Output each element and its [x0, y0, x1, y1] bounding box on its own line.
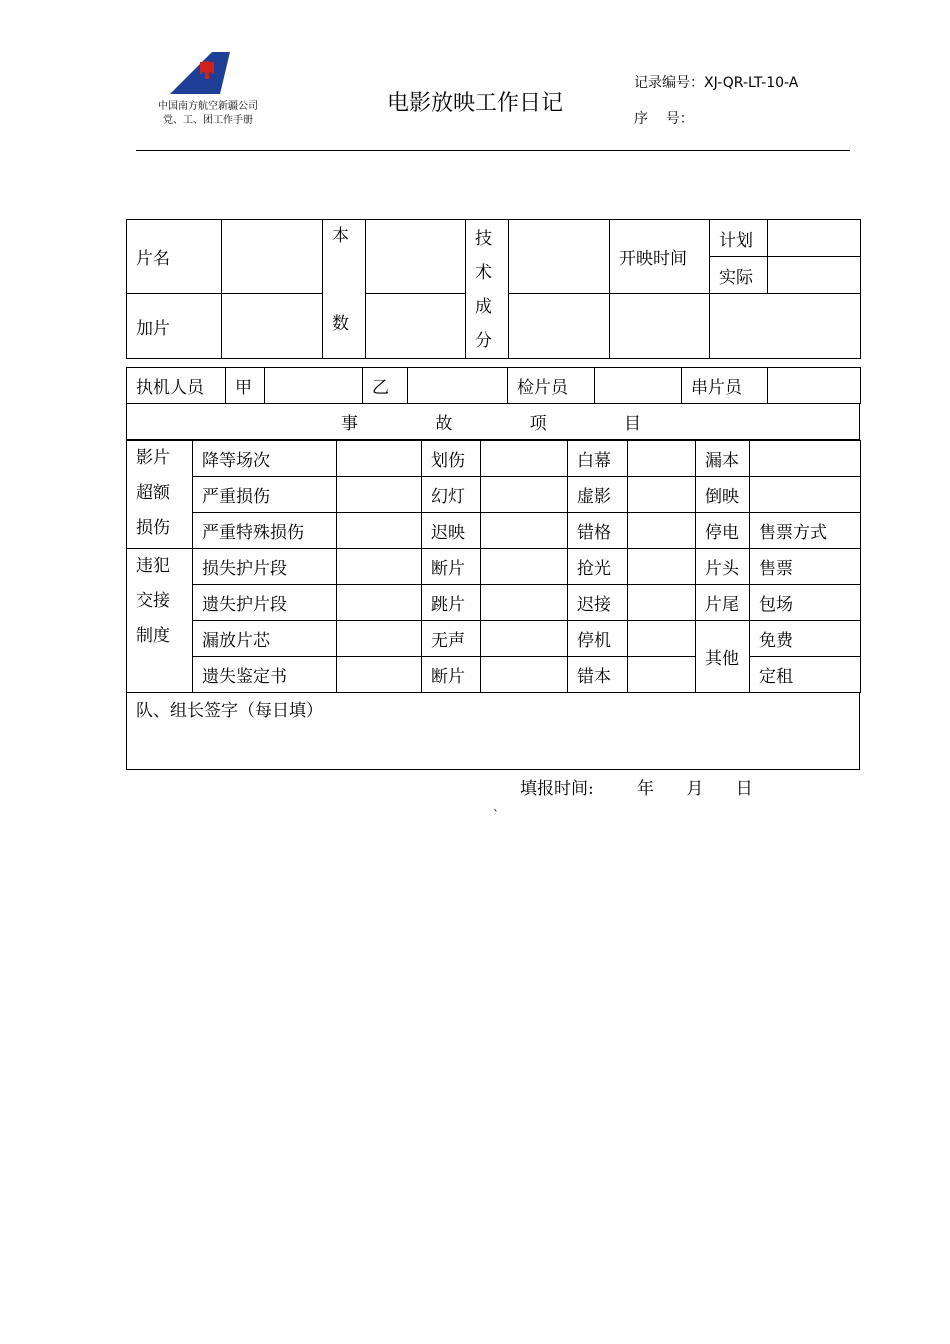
company-name	[138, 100, 278, 128]
item-field[interactable]	[628, 549, 696, 585]
tech-field-2[interactable]	[509, 294, 610, 359]
company-line1: 中国南方航空新疆公司	[158, 101, 258, 112]
reels-bottom: 数	[332, 314, 349, 334]
accident-header-char: 目	[623, 414, 641, 434]
item-field[interactable]	[628, 585, 696, 621]
item-field[interactable]	[337, 549, 422, 585]
tech-char: 成	[475, 297, 492, 317]
item-label: 虚影	[568, 477, 628, 513]
item-label: 错本	[568, 657, 628, 693]
group-damage-label	[127, 441, 193, 549]
item-label: 停机	[568, 621, 628, 657]
extra-film-label: 加片	[127, 294, 222, 359]
item-label: 划伤	[422, 441, 481, 477]
start-time-label: 开映时间	[610, 220, 710, 294]
airline-logo-icon	[168, 50, 230, 96]
item-label: 断片	[422, 549, 481, 585]
time-extra-field[interactable]	[710, 294, 861, 359]
item-label: 遗失鉴定书	[193, 657, 337, 693]
tech-char: 技	[475, 229, 492, 249]
film-runner-label: 串片员	[682, 368, 768, 404]
inspector-label: 检片员	[508, 368, 595, 404]
reels-field-2[interactable]	[366, 294, 466, 359]
ticket-option: 包场	[750, 585, 861, 621]
film-name-label: 片名	[127, 220, 222, 294]
item-label: 损失护片段	[193, 549, 337, 585]
film-runner-field[interactable]	[768, 368, 861, 404]
document-title: 电影放映工作日记	[386, 91, 563, 116]
group-damage-line: 影片	[136, 448, 170, 468]
accident-header-char: 事	[341, 414, 358, 434]
staff-table	[126, 367, 860, 440]
other-label: 其他	[696, 621, 750, 693]
leader-sign-field[interactable]	[127, 693, 860, 770]
item-label: 遗失护片段	[193, 585, 337, 621]
item-label: 漏放片芯	[193, 621, 337, 657]
item-field[interactable]	[337, 441, 422, 477]
item-field[interactable]	[337, 513, 422, 549]
company-line2: 党、工、团工作手册	[163, 115, 253, 126]
item-label: 抢光	[568, 549, 628, 585]
accident-table	[126, 440, 860, 770]
item-label: 幻灯	[422, 477, 481, 513]
extra-film-field[interactable]	[222, 294, 323, 359]
item-field[interactable]	[481, 585, 568, 621]
start-time-field[interactable]	[610, 294, 710, 359]
item-label: 倒映	[696, 477, 750, 513]
stray-mark: `	[493, 808, 499, 822]
tech-field-1[interactable]	[509, 220, 610, 294]
item-field[interactable]	[750, 477, 861, 513]
item-field[interactable]	[750, 441, 861, 477]
accident-header	[127, 404, 860, 440]
item-field[interactable]	[337, 585, 422, 621]
leader-sign-label: 队、组长签字（每日填）	[136, 701, 323, 721]
reels-field-1[interactable]	[366, 220, 466, 294]
group-violation-label	[127, 549, 193, 693]
film-info-table	[126, 219, 860, 359]
item-label: 片尾	[696, 585, 750, 621]
item-field[interactable]	[337, 657, 422, 693]
operator-b-field[interactable]	[408, 368, 508, 404]
operator-a-label: 甲	[226, 368, 265, 404]
item-field[interactable]	[481, 513, 568, 549]
item-field[interactable]	[337, 477, 422, 513]
operator-b-label: 乙	[363, 368, 408, 404]
group-violation-line: 制度	[136, 626, 170, 646]
item-label: 片头	[696, 549, 750, 585]
ticket-option: 定租	[750, 657, 861, 693]
item-field[interactable]	[337, 621, 422, 657]
ticket-method-label: 售票方式	[750, 513, 861, 549]
record-number: 记录编号：XJ-QR-LT-10-A	[634, 75, 799, 91]
item-label: 严重损伤	[193, 477, 337, 513]
item-field[interactable]	[628, 441, 696, 477]
operator-label: 执机人员	[127, 368, 226, 404]
ticket-option: 售票	[750, 549, 861, 585]
item-field[interactable]	[628, 657, 696, 693]
item-label: 跳片	[422, 585, 481, 621]
accident-header-char: 故	[435, 414, 453, 434]
item-field[interactable]	[628, 621, 696, 657]
item-label: 断片	[422, 657, 481, 693]
planned-field[interactable]	[768, 220, 861, 257]
operator-a-field[interactable]	[265, 368, 363, 404]
item-field[interactable]	[481, 657, 568, 693]
fill-time: 填报时间: 年 月 日	[520, 779, 753, 799]
header-divider	[136, 150, 850, 151]
tech-label	[466, 220, 509, 359]
planned-label: 计划	[710, 220, 768, 257]
item-field[interactable]	[481, 549, 568, 585]
item-label: 严重特殊损伤	[193, 513, 337, 549]
group-violation-line: 违犯	[136, 556, 170, 576]
group-damage-line: 损伤	[136, 518, 170, 538]
item-label: 迟接	[568, 585, 628, 621]
item-field[interactable]	[628, 477, 696, 513]
item-label: 漏本	[696, 441, 750, 477]
tech-char: 分	[475, 331, 492, 351]
item-label: 无声	[422, 621, 481, 657]
item-label: 白幕	[568, 441, 628, 477]
item-field[interactable]	[628, 513, 696, 549]
item-field[interactable]	[481, 441, 568, 477]
reels-label	[323, 220, 366, 359]
item-label: 降等场次	[193, 441, 337, 477]
actual-field[interactable]	[768, 257, 861, 294]
inspector-field[interactable]	[595, 368, 682, 404]
film-name-field[interactable]	[222, 220, 323, 294]
group-violation-line: 交接	[136, 591, 170, 611]
item-label: 迟映	[422, 513, 481, 549]
actual-label: 实际	[710, 257, 768, 294]
item-field[interactable]	[481, 621, 568, 657]
item-field[interactable]	[481, 477, 568, 513]
item-label: 错格	[568, 513, 628, 549]
serial-number: 序 号：	[634, 111, 694, 127]
accident-header-char: 项	[529, 414, 547, 434]
ticket-option: 免费	[750, 621, 861, 657]
reels-top: 本	[332, 226, 349, 246]
group-damage-line: 超额	[136, 483, 170, 503]
item-label: 停电	[696, 513, 750, 549]
tech-char: 术	[475, 263, 492, 283]
